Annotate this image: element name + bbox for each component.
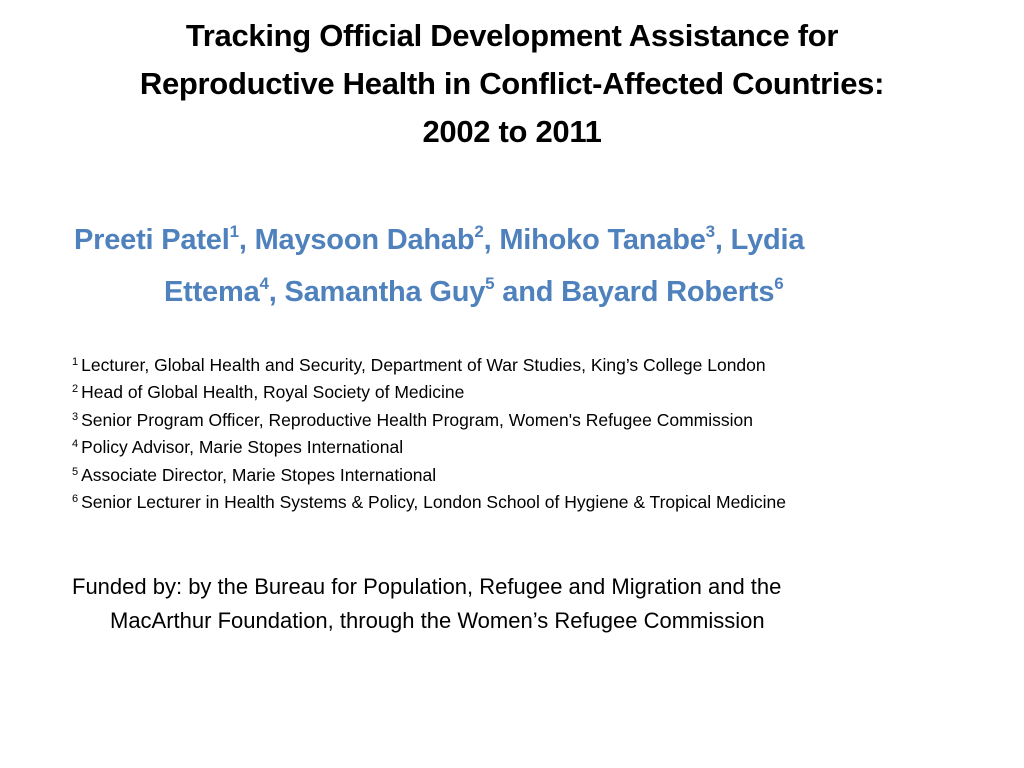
title-line-2: Reproductive Health in Conflict-Affected Countries: xyxy=(139,66,885,101)
title-line-1: Tracking Official Development Assistance for xyxy=(185,18,839,53)
affiliation-item xyxy=(72,434,992,461)
affiliation-item xyxy=(72,379,992,406)
author-superscript: 6 xyxy=(774,274,784,293)
affiliation-item xyxy=(72,352,992,379)
author-name: Bayard Roberts xyxy=(561,276,775,308)
affiliation-text: Associate Director, Marie Stopes International xyxy=(81,464,437,485)
affiliation-number: 5 xyxy=(72,465,79,478)
affiliation-text: Senior Lecturer in Health Systems & Policy, London School of Hygiene & Tropical Medicine xyxy=(81,492,787,513)
affiliation-number: 6 xyxy=(72,493,79,506)
author-superscript: 1 xyxy=(229,222,239,241)
affiliation-list xyxy=(72,352,992,516)
affiliation-item xyxy=(72,462,992,489)
affiliation-text: Head of Global Health, Royal Society of Medicine xyxy=(81,382,465,403)
author-row-1: Preeti Patel$^1$, Maysoon Dahab$^2$, Mihoko Tanabe$^3$, Lydia xyxy=(74,222,805,256)
affiliation-text: Senior Program Officer, Reproductive Health Program, Women's Refugee Commission xyxy=(81,409,753,430)
slide-title xyxy=(40,12,984,156)
title-line-3: 2002 to 2011 xyxy=(422,114,602,149)
affiliation-number: 2 xyxy=(72,383,79,396)
author-name-last-part: Ettema xyxy=(164,276,260,308)
author-name: Samantha Guy xyxy=(284,276,486,308)
affiliation-number: 3 xyxy=(72,410,79,423)
author-row-2: Ettema$^4$, Samantha Guy$^5$ and Bayard Roberts$^6$ xyxy=(164,274,784,308)
affiliation-text: Policy Advisor, Marie Stopes International xyxy=(81,437,404,458)
author-superscript: 4 xyxy=(259,274,269,293)
funding-line-1: Funded by: by the Bureau for Population, Refugee and Migration and the xyxy=(72,574,782,599)
author-name-first-part: Lydia xyxy=(730,224,805,256)
funding-line-2: MacArthur Foundation, through the Women’s Refugee Commission xyxy=(110,608,765,633)
funding-statement xyxy=(72,570,972,638)
author-conjunction: and xyxy=(502,276,554,308)
affiliation-number: 1 xyxy=(72,356,79,368)
author-superscript: 2 xyxy=(474,222,484,241)
affiliation-text: Lecturer, Global Health and Security, Department of War Studies, King’s College London xyxy=(81,355,766,375)
author-name: Mihoko Tanabe xyxy=(499,224,706,256)
author-superscript: 5 xyxy=(485,274,495,293)
author-name: Preeti Patel xyxy=(74,224,230,256)
affiliation-item xyxy=(72,407,992,434)
affiliation-number: 4 xyxy=(72,438,79,451)
affiliation-item xyxy=(72,489,992,516)
author-name: Maysoon Dahab xyxy=(254,224,475,256)
author-list xyxy=(74,214,984,318)
author-superscript: 3 xyxy=(705,222,715,241)
